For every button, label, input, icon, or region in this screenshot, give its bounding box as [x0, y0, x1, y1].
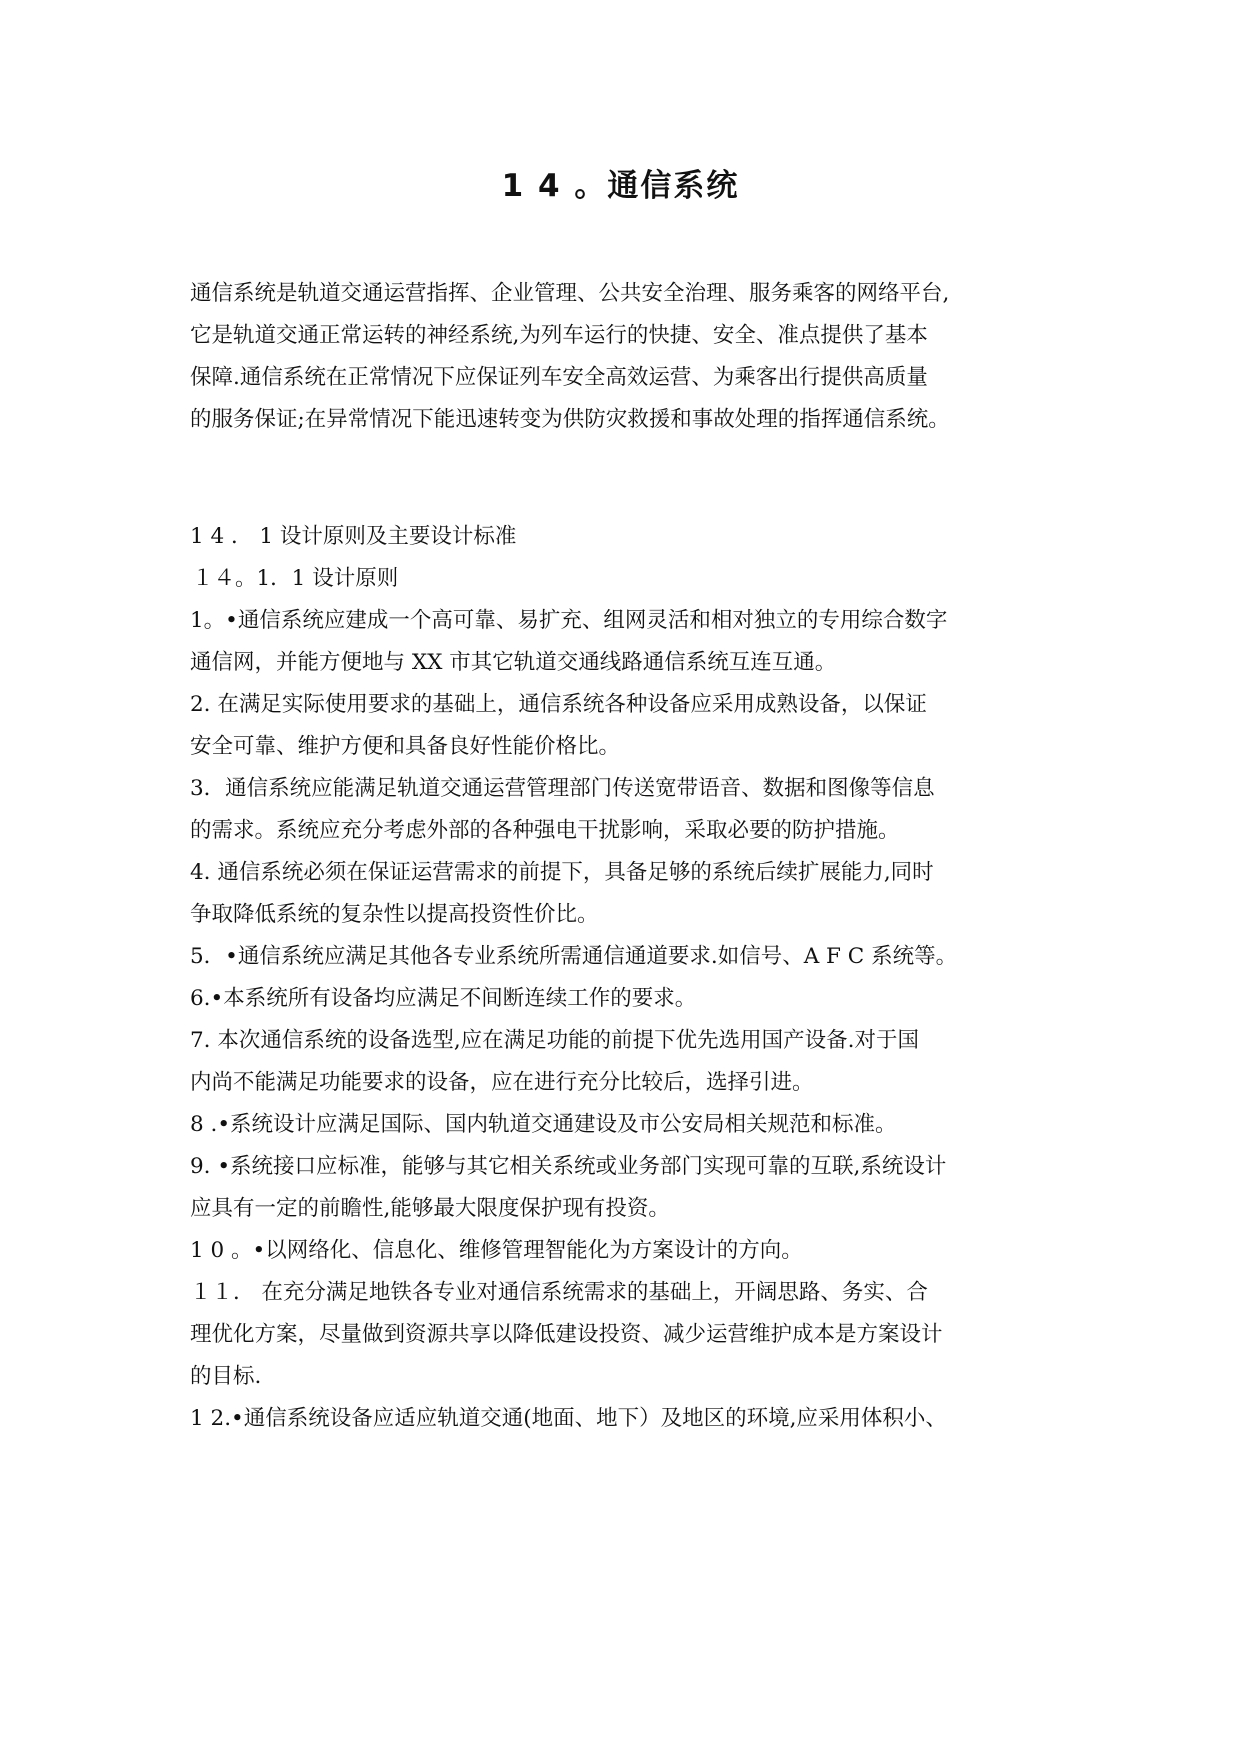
section-heading: 1 4 ． 1 设计原则及主要设计标准: [190, 524, 517, 549]
principle-line: 2. 在满足实际使用要求的基础上，通信系统各种设备应采用成熟设备，以保证: [190, 692, 927, 717]
principle-line: 7. 本次通信系统的设备选型,应在满足功能的前提下优先选用国产设备.对于国: [190, 1028, 920, 1053]
principle-line: 通信网，并能方便地与 XX 市其它轨道交通线路通信系统互连互通。: [190, 650, 837, 675]
principle-line: 6.•本系统所有设备均应满足不间断连续工作的要求。: [190, 986, 697, 1011]
principle-line: １１． 在充分满足地铁各专业对通信系统需求的基础上，开阔思路、务实、合: [190, 1280, 928, 1305]
principle-line: 1。•通信系统应建成一个高可靠、易扩充、组网灵活和相对独立的专用综合数字: [190, 608, 948, 633]
principle-line: 1 2.•通信系统设备应适应轨道交通(地面、地下）及地区的环境,应采用体积小、: [190, 1406, 947, 1431]
text-line: 的服务保证;在异常情况下能迅速转变为供防灾救援和事故处理的指挥通信系统。: [190, 407, 950, 432]
page-title: 1 4 。通信系统: [501, 168, 740, 204]
principle-line: 5．•通信系统应满足其他各专业系统所需通信通道要求.如信号、A F C 系统等。: [190, 944, 958, 969]
principle-line: 3．通信系统应能满足轨道交通运营管理部门传送宽带语音、数据和图像等信息: [190, 776, 935, 801]
text-line: 它是轨道交通正常运转的神经系统,为列车运行的快捷、安全、准点提供了基本: [190, 323, 928, 348]
design-principles-section: [190, 516, 1053, 1440]
text-line: 保障.通信系统在正常情况下应保证列车安全高效运营、为乘客出行提供高质量: [190, 365, 928, 390]
principle-line: 的需求。系统应充分考虑外部的各种强电干扰影响，采取必要的防护措施。: [190, 818, 900, 843]
principle-line: 的目标.: [190, 1364, 262, 1389]
intro-paragraph: [190, 273, 1053, 441]
text-line: 通信系统是轨道交通运营指挥、企业管理、公共安全治理、服务乘客的网络平台,: [190, 281, 950, 306]
principle-line: 9. •系统接口应标准，能够与其它相关系统或业务部门实现可靠的互联,系统设计: [190, 1154, 947, 1179]
principle-line: 争取降低系统的复杂性以提高投资性价比。: [190, 902, 599, 927]
principle-line: 应具有一定的前瞻性,能够最大限度保护现有投资。: [190, 1196, 670, 1221]
principle-line: 4. 通信系统必须在保证运营需求的前提下，具备足够的系统后续扩展能力,同时: [190, 860, 934, 885]
principle-line: 内尚不能满足功能要求的设备，应在进行充分比较后，选择引进。: [190, 1070, 814, 1095]
principle-line: 8 .•系统设计应满足国际、国内轨道交通建设及市公安局相关规范和标准。: [190, 1112, 897, 1137]
principle-line: 安全可靠、维护方便和具备良好性能价格比。: [190, 734, 621, 759]
subsection-heading: １４。1．1 设计原则: [192, 566, 399, 591]
principle-line: 1 0 。•以网络化、信息化、维修管理智能化为方案设计的方向。: [190, 1238, 803, 1263]
principle-line: 理优化方案，尽量做到资源共享以降低建设投资、减少运营维护成本是方案设计: [190, 1322, 943, 1347]
